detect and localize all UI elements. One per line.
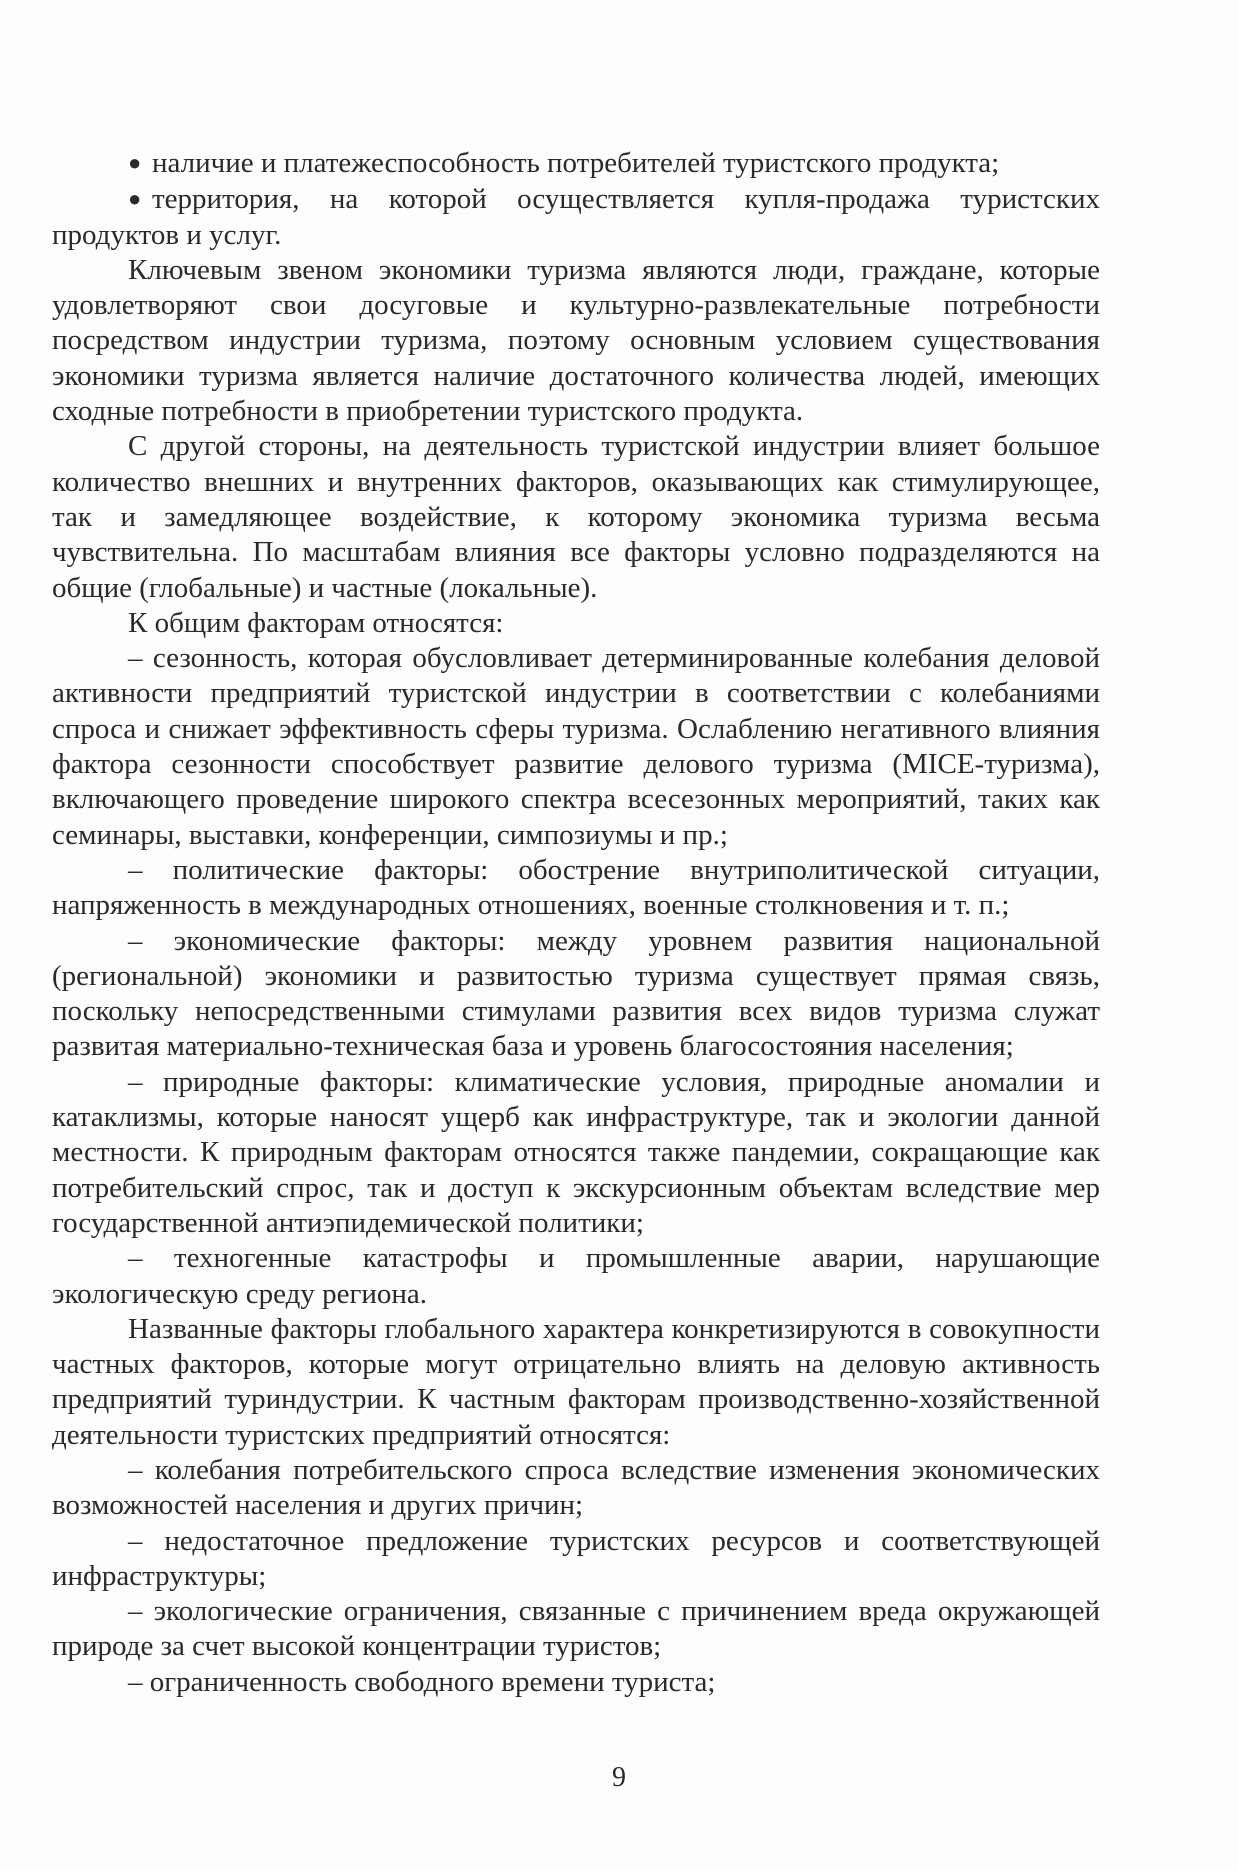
bullet-item: ● наличие и платежеспособность потребителей туристского продукта; — [128, 147, 1000, 179]
list-item: – колебания потребительского спроса вследствие изменения экономических возможностей населения и других причин; — [52, 1453, 1100, 1522]
list-item: – политические факторы: обострение внутриполитической ситуации, напряженность в международных отношениях, военные столкновения и т. п.; — [52, 853, 1100, 922]
paragraph: Названные факторы глобального характера конкретизируются в совокупности частных факторов, которые могут отрицательно влиять на деловую активность предприятий туриндустрии. К частным факторам производственно-хозяйственной деятельности туристских предприятий относятся: — [52, 1312, 1100, 1451]
paragraph: С другой стороны, на деятельность туристской индустрии влияет большое количество внешних и внутренних факторов, оказывающих как стимулирующее, так и замедляющее воздействие, к которому экономика туризма весьма чувствительна. По масштабам влияния все факторы условно подразделяются на общие (глобальные) и частные (локальные). — [52, 430, 1100, 604]
bullet-icon: ● — [128, 150, 142, 175]
list-item: – недостаточное предложение туристских ресурсов и соответствующей инфраструктуры; — [52, 1524, 1100, 1592]
paragraph: Ключевым звеном экономики туризма являются люди, граждане, которые удовлетворяют свои досуговые и культурно-развлекательные потребности посредством индустрии туризма, поэтому основным условием существования экономики туризма является наличие достаточного количества людей, имеющих сходные потребности в приобретении туристского продукта. — [52, 253, 1100, 428]
list-item: – экологические ограничения, связанные с причинением вреда окружающей природе за счет высокой концентрации туристов; — [52, 1595, 1100, 1663]
list-item: – ограниченность свободного времени туриста; — [128, 1665, 716, 1698]
body-text — [52, 145, 1100, 1700]
bullet-icon: ● — [128, 186, 142, 212]
bullet-item: ● территория, на которой осуществляется купля-продажа туристских продуктов и услуг. — [52, 183, 1100, 251]
page-number: 9 — [612, 1762, 626, 1793]
paragraph: К общим факторам относятся: — [128, 606, 504, 639]
list-item: – техногенные катастрофы и промышленные аварии, нарушающие экологическую среду региона. — [52, 1242, 1100, 1310]
list-item: – экономические факторы: между уровнем развития национальной (региональной) экономики и развитостью туризма существует прямая связь, поскольку непосредственными стимулами развития всех видов туризма служат развитая материально-техническая база и уровень благосостояния населения; — [52, 924, 1100, 1063]
list-item: – сезонность, которая обусловливает детерминированные колебания деловой активности предприятий туристской индустрии в соответствии с колебаниями спроса и снижает эффективность сферы туризма. Ослаблению негативного влияния фактора сезонности способствует развитие делового туризма (MICE-туризма), включающего проведение широкого спектра всесезонных мероприятий, таких как семинары, выставки, конференции, симпозиумы и пр.; — [52, 642, 1100, 851]
list-item: – природные факторы: климатические условия, природные аномалии и катаклизмы, которые наносят ущерб как инфраструктуре, так и экологии данной местности. К природным факторам относятся также пандемии, сокращающие как потребительский спрос, так и доступ к экскурсионным объектам вследствие мер государственной антиэпидемической политики; — [52, 1065, 1100, 1239]
